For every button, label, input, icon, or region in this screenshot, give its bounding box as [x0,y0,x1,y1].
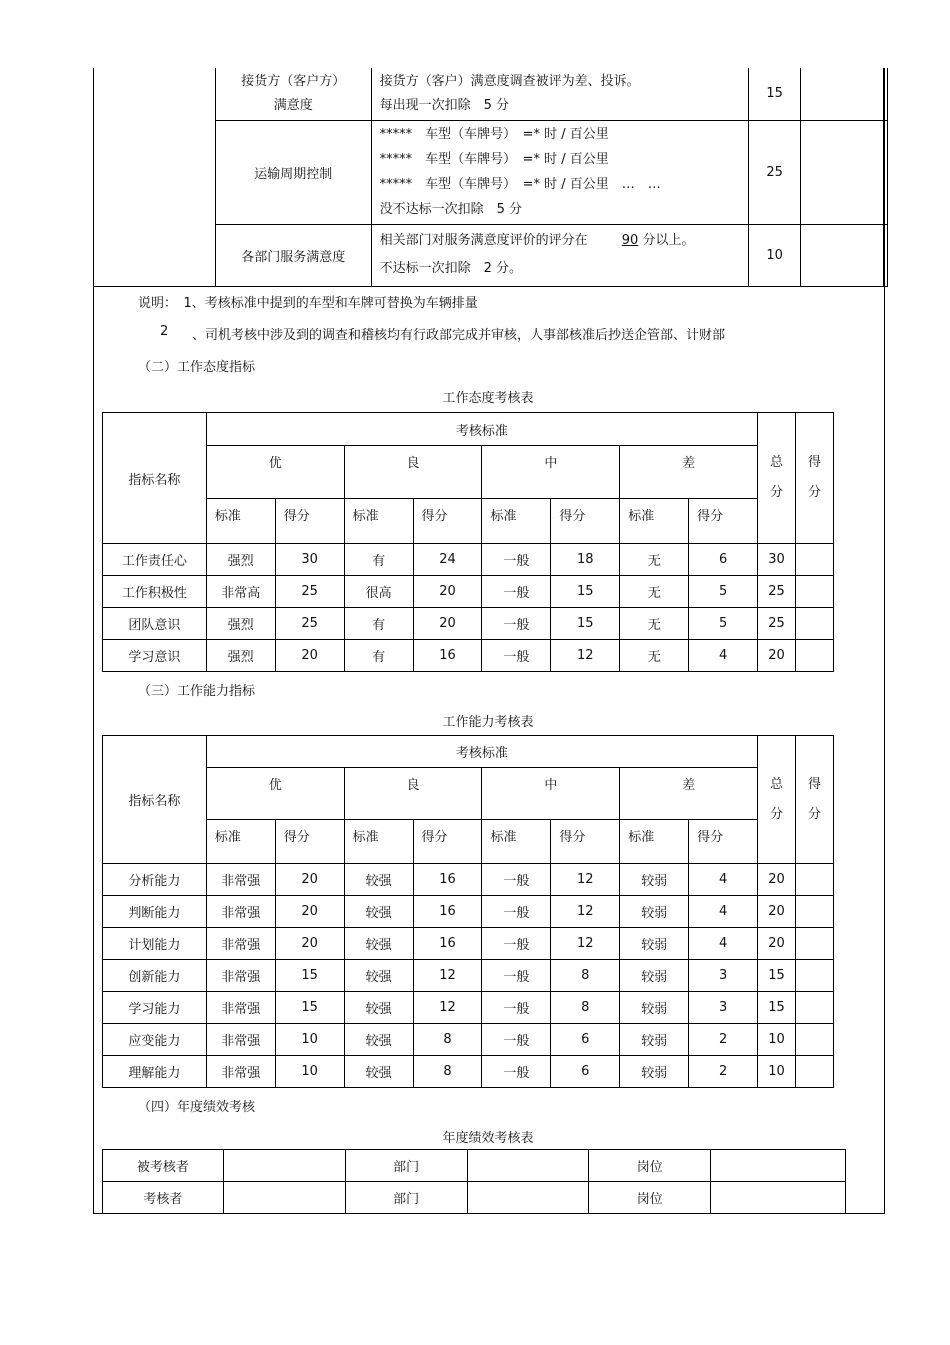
standard-cell: 较强 [344,1024,413,1056]
criteria-line: ***** 车型（车牌号） =* 时 / 百公里 [379,127,609,142]
note-2-number: 2 [160,324,169,339]
total-cell: 10 [758,1056,796,1088]
table-row [103,576,834,608]
points-cell: 4 [689,928,758,960]
label-position: 岗位 [589,1182,711,1214]
annual-table [102,1149,846,1214]
points-cell: 2 [689,1024,758,1056]
points-cell: 20 [275,928,344,960]
indicator-name-line: 接货方（客户方） [241,73,346,89]
got-cell[interactable] [796,640,834,672]
standard-cell: 较强 [344,1056,413,1088]
driver-assessment-table [93,68,888,287]
points-cell: 20 [413,576,482,608]
note-1: 说明： 1、考核标准中提到的车型和车牌可替换为车辆排量 [138,296,478,311]
indicator-name: 分析能力 [103,864,207,896]
indicator-criteria [371,224,749,286]
header-points: 得分 [551,820,620,864]
criteria-line: 不达标一次扣除 2 分。 [379,261,523,276]
assessee-value[interactable] [223,1150,345,1182]
got-cell [801,224,884,286]
header-got-char: 分 [808,806,822,822]
standard-cell: 有 [344,608,413,640]
table-row [103,928,834,960]
standard-cell: 无 [620,640,689,672]
level-poor: 差 [620,446,758,499]
standard-cell: 较弱 [620,960,689,992]
table-title: 工作能力考核表 [442,715,534,730]
standard-cell: 有 [344,544,413,576]
points-cell: 20 [275,640,344,672]
indicator-name: 创新能力 [103,960,207,992]
points-cell: 6 [551,1056,620,1088]
standard-cell: 一般 [482,544,551,576]
label-department: 部门 [345,1182,467,1214]
standard-cell: 较弱 [620,1024,689,1056]
got-cell[interactable] [796,608,834,640]
level-poor: 差 [620,768,758,820]
header-points: 得分 [551,499,620,544]
header-indicator-name: 指标名称 [103,413,207,544]
points-cell: 4 [689,640,758,672]
points-cell: 20 [275,896,344,928]
got-cell[interactable] [796,864,834,896]
header-points: 得分 [275,820,344,864]
points-cell: 12 [551,928,620,960]
points-cell: 5 [689,608,758,640]
header-standard: 标准 [344,820,413,864]
points-cell: 16 [413,640,482,672]
header-total [758,736,796,864]
indicator-name: 团队意识 [103,608,207,640]
indicator-name: 各部门服务满意度 [215,224,371,286]
table-row [103,1024,834,1056]
table-row [103,864,834,896]
points-cell: 16 [413,928,482,960]
standard-cell: 无 [620,576,689,608]
standard-cell: 较弱 [620,1056,689,1088]
points-cell: 24 [413,544,482,576]
points-cell: 12 [551,640,620,672]
points-cell: 18 [551,544,620,576]
standard-cell: 无 [620,544,689,576]
header-standard: 标准 [620,820,689,864]
section-heading: （二）工作态度指标 [138,360,256,375]
table-row [103,896,834,928]
standard-cell: 无 [620,608,689,640]
points-cell: 12 [551,864,620,896]
points-cell: 12 [413,992,482,1024]
header-total-char: 分 [770,806,784,822]
header-got-char: 分 [808,485,822,500]
ability-table [102,735,834,1088]
standard-cell: 非常高 [206,576,275,608]
points-cell: 30 [275,544,344,576]
standard-cell: 强烈 [206,544,275,576]
points-cell: 25 [275,608,344,640]
edge-cell [883,224,887,286]
total-cell: 25 [758,608,796,640]
score-cell: 10 [749,224,801,286]
points-cell: 3 [689,992,758,1024]
got-cell[interactable] [796,576,834,608]
level-medium: 中 [482,768,620,820]
points-cell: 20 [413,608,482,640]
points-cell: 25 [275,576,344,608]
edge-cell [883,120,887,224]
total-cell: 10 [758,1024,796,1056]
threshold-value: 90 [621,233,639,248]
header-points: 得分 [413,820,482,864]
header-indicator-name: 指标名称 [103,736,207,864]
attitude-table [102,412,834,672]
points-cell: 8 [413,1056,482,1088]
points-cell: 8 [551,960,620,992]
standard-cell: 一般 [482,992,551,1024]
points-cell: 10 [275,1056,344,1088]
standard-cell: 非常强 [206,896,275,928]
standard-cell: 较弱 [620,992,689,1024]
header-points: 得分 [689,820,758,864]
got-cell[interactable] [796,1056,834,1088]
standard-cell: 一般 [482,1056,551,1088]
points-cell: 15 [551,608,620,640]
indicator-name: 学习意识 [103,640,207,672]
got-cell[interactable] [796,992,834,1024]
header-criteria: 考核标准 [206,736,757,768]
points-cell: 5 [689,576,758,608]
label-position: 岗位 [589,1150,711,1182]
table-row [103,1150,846,1182]
points-cell: 8 [551,992,620,1024]
table-row [103,608,834,640]
standard-cell: 较弱 [620,864,689,896]
indicator-criteria [371,68,749,120]
indicator-name: 工作积极性 [103,576,207,608]
section-heading: （四）年度绩效考核 [138,1100,256,1115]
points-cell: 12 [551,896,620,928]
indicator-name-line: 满意度 [273,97,313,113]
points-cell: 6 [689,544,758,576]
header-criteria: 考核标准 [206,413,757,446]
indicator-name: 计划能力 [103,928,207,960]
standard-cell: 一般 [482,928,551,960]
level-excellent: 优 [206,446,344,499]
header-got [796,413,834,544]
position-value[interactable] [711,1182,846,1214]
points-cell: 16 [413,864,482,896]
indicator-name: 运输周期控制 [215,120,371,224]
points-cell: 10 [275,1024,344,1056]
department-value[interactable] [467,1182,589,1214]
table-row [103,640,834,672]
label-assessee: 被考核者 [103,1150,224,1182]
table-row [103,544,834,576]
standard-cell: 非常强 [206,1056,275,1088]
header-points: 得分 [413,499,482,544]
total-cell: 15 [758,992,796,1024]
total-cell: 15 [758,960,796,992]
header-standard: 标准 [482,820,551,864]
total-cell: 25 [758,576,796,608]
level-good: 良 [344,768,482,820]
indicator-criteria [371,120,749,224]
table-row [103,1182,846,1214]
criteria-line: 每出现一次扣除 5 分 [379,97,510,113]
total-cell: 20 [758,896,796,928]
standard-cell: 一般 [482,864,551,896]
table-row [103,992,834,1024]
points-cell: 15 [275,992,344,1024]
note-2: 、司机考核中涉及到的调查和稽核均有行政部完成并审核，人事部核准后抄送企管部、计财部 [192,328,726,343]
edge-cell [883,68,887,120]
indicator-name [215,68,371,120]
got-cell[interactable] [796,928,834,960]
total-cell: 30 [758,544,796,576]
header-standard: 标准 [344,499,413,544]
standard-cell: 有 [344,640,413,672]
points-cell: 4 [689,896,758,928]
header-got-char: 得 [808,455,822,470]
standard-cell: 非常强 [206,992,275,1024]
criteria-line: 分以上。 [642,233,695,248]
points-cell: 8 [413,1024,482,1056]
indicator-name: 判断能力 [103,896,207,928]
header-standard: 标准 [620,499,689,544]
points-cell: 6 [551,1024,620,1056]
standard-cell: 一般 [482,640,551,672]
header-total [758,413,796,544]
header-total-char: 总 [770,455,784,470]
points-cell: 15 [275,960,344,992]
points-cell: 20 [275,864,344,896]
position-value[interactable] [711,1150,846,1182]
got-cell [801,68,884,120]
standard-cell: 非常强 [206,928,275,960]
standard-cell: 非常强 [206,864,275,896]
standard-cell: 较弱 [620,928,689,960]
label-assessor: 考核者 [103,1182,224,1214]
standard-cell: 非常强 [206,1024,275,1056]
table-title: 工作态度考核表 [442,391,534,406]
standard-cell: 一般 [482,608,551,640]
header-got [796,736,834,864]
score-cell: 15 [749,68,801,120]
standard-cell: 较强 [344,992,413,1024]
standard-cell: 较强 [344,928,413,960]
standard-cell: 一般 [482,960,551,992]
criteria-line: ***** 车型（车牌号） =* 时 / 百公里 [379,152,609,167]
header-total-char: 分 [770,485,784,500]
standard-cell: 一般 [482,1024,551,1056]
table-title: 年度绩效考核表 [442,1131,534,1146]
header-got-char: 得 [808,776,822,792]
criteria-line: 没不达标一次扣除 5 分 [379,202,523,217]
level-good: 良 [344,446,482,499]
standard-cell: 很高 [344,576,413,608]
category-cell [94,68,216,286]
header-standard: 标准 [206,499,275,544]
table-row [103,960,834,992]
got-cell[interactable] [796,896,834,928]
points-cell: 4 [689,864,758,896]
standard-cell: 较强 [344,864,413,896]
indicator-name: 工作责任心 [103,544,207,576]
points-cell: 3 [689,960,758,992]
department-value[interactable] [467,1150,589,1182]
got-cell[interactable] [796,960,834,992]
criteria-line: 接货方（客户）满意度调查被评为差、投诉。 [379,73,640,89]
points-cell: 15 [551,576,620,608]
criteria-line: 相关部门对服务满意度评价的评分在 [379,233,588,248]
section-heading: （三）工作能力指标 [138,684,256,699]
got-cell[interactable] [796,544,834,576]
got-cell [801,120,884,224]
table-row [94,68,888,120]
score-cell: 25 [749,120,801,224]
total-cell: 20 [758,864,796,896]
standard-cell: 强烈 [206,608,275,640]
standard-cell: 强烈 [206,640,275,672]
indicator-name: 应变能力 [103,1024,207,1056]
standard-cell: 一般 [482,576,551,608]
header-standard: 标准 [482,499,551,544]
assessor-value[interactable] [223,1182,345,1214]
label-department: 部门 [345,1150,467,1182]
points-cell: 2 [689,1056,758,1088]
standard-cell: 较强 [344,960,413,992]
standard-cell: 一般 [482,896,551,928]
standard-cell: 较弱 [620,896,689,928]
header-points: 得分 [689,499,758,544]
total-cell: 20 [758,928,796,960]
indicator-name: 学习能力 [103,992,207,1024]
standard-cell: 非常强 [206,960,275,992]
points-cell: 12 [413,960,482,992]
criteria-line: ***** 车型（车牌号） =* 时 / 百公里 … … [379,177,661,192]
points-cell: 16 [413,896,482,928]
indicator-name: 理解能力 [103,1056,207,1088]
table-row [103,1056,834,1088]
total-cell: 20 [758,640,796,672]
header-points: 得分 [275,499,344,544]
level-excellent: 优 [206,768,344,820]
header-standard: 标准 [206,820,275,864]
level-medium: 中 [482,446,620,499]
standard-cell: 较强 [344,896,413,928]
header-total-char: 总 [770,776,784,792]
got-cell[interactable] [796,1024,834,1056]
